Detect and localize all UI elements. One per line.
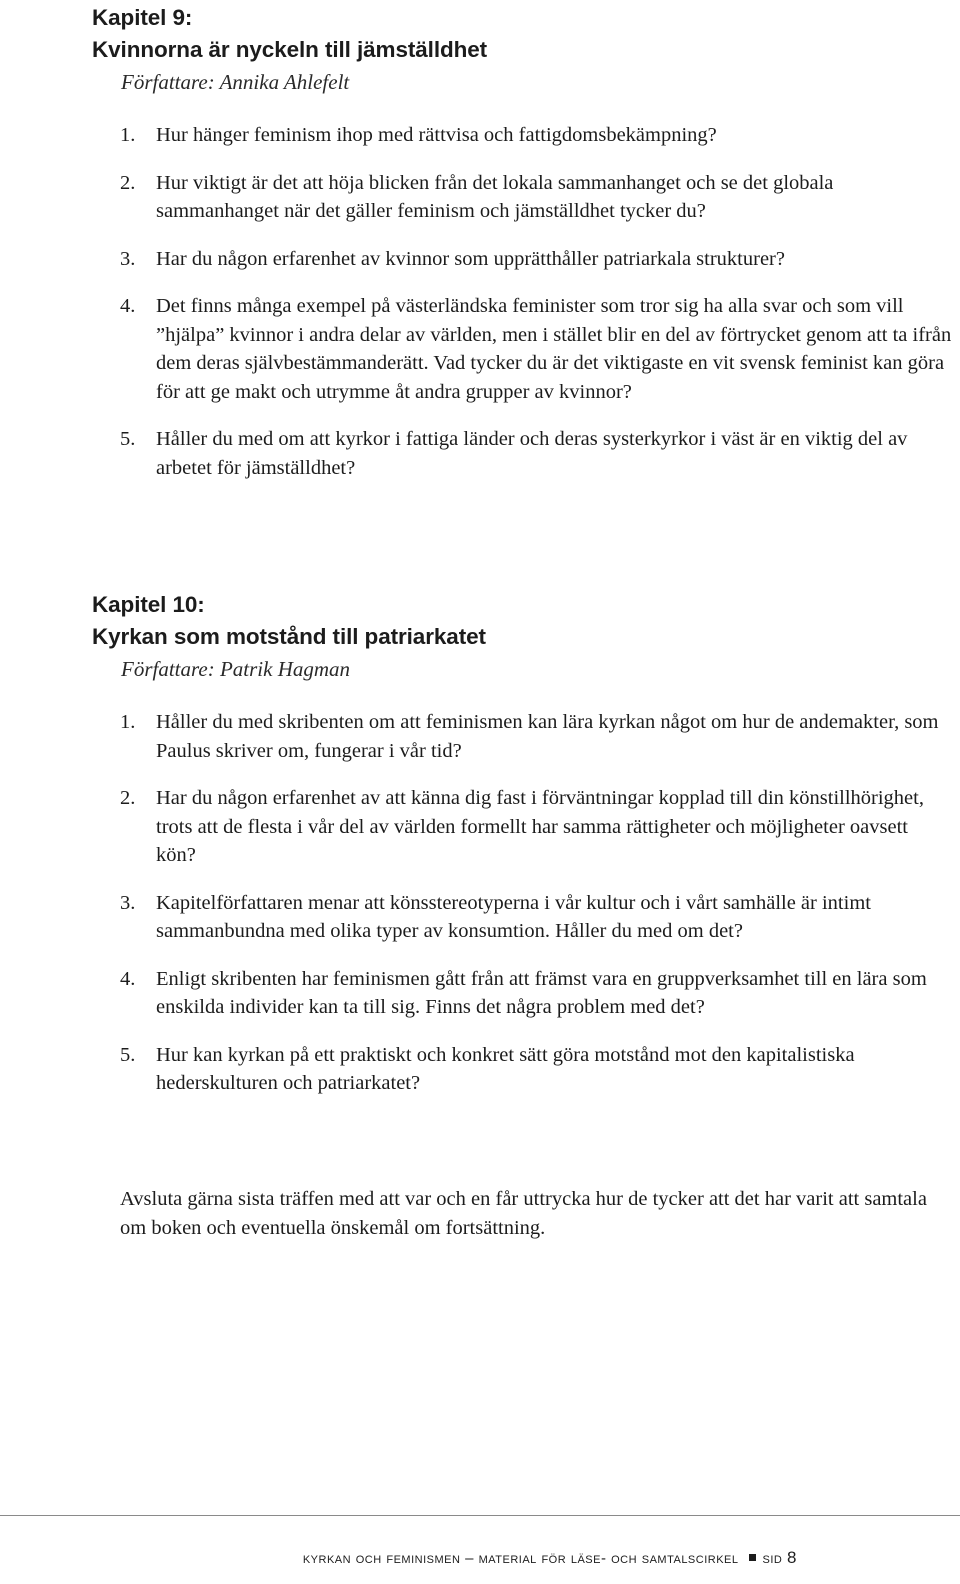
page-number: 8 [787,1548,797,1567]
question-text: Håller du med om att kyrkor i fattiga länder och deras systerkyrkor i väst är en viktig del av arbetet för jämställdhet? [156,428,908,479]
closing-paragraph: Avsluta gärna sista träffen med att var och en får uttrycka hur de tycker att det har varit att samtala om boken och eventuella önskemål om fortsättning. [120,1188,927,1239]
question-text: Enligt skribenten har feminismen gått från att främst vara en gruppverksamhet till en lära som enskilda individer kan ta till sig. Finns det några problem med det? [156,967,927,1018]
chapter-title: Kyrkan som motstånd till patriarkatet [92,624,486,649]
question-list [92,121,952,482]
question-text: Hur viktigt är det att höja blicken från det lokala sammanhanget och se det globala sammanhanget när det gäller feminism och jämställdhet tycker du? [156,171,834,222]
question-item [92,889,952,946]
question-item [92,425,952,482]
question-text: Håller du med skribenten om att feminismen kan lära kyrkan något om hur de andemakter, som Paulus skriver om, fungerar i vår tid? [156,711,939,762]
question-number: 2. [120,171,136,194]
question-number: 1. [120,124,136,146]
footer-divider [0,1515,960,1516]
question-text: Har du någon erfarenhet av kvinnor som upprätthåller patriarkala strukturer? [156,247,785,270]
question-number: 5. [120,1043,136,1066]
chapter-10-section [92,589,952,1098]
question-item [92,965,952,1022]
square-bullet-icon [749,1554,756,1561]
question-text: Kapitelförfattaren menar att könsstereotyperna i vår kultur och i vårt samhälle är intimt sammanbundna med olika typer av konsumtion. Håller du med om det? [156,891,871,942]
question-item [92,245,952,274]
footer-title: kyrkan och feminismen – material för läse- och samtalscirkel [302,1550,739,1567]
question-number: 1. [120,711,136,733]
page-footer [303,1547,797,1570]
question-number: 5. [120,428,136,450]
chapter-9-section [92,2,952,482]
question-number: 4. [120,295,136,317]
question-item [92,784,952,870]
chapter-heading: Kapitel 9: [92,5,193,30]
question-text: Det finns många exempel på västerländska feminister som tror sig ha alla svar och som vill ”hjälpa” kvinnor i andra delar av världen, men i stället blir en del av förtrycket genom att ta ifrån dem deras självbestämmanderätt. Vad tycker du är det viktigaste en vit svensk feminist kan göra för att ge makt och utrymme åt andra grupper av kvinnor? [156,295,952,403]
question-item [92,292,952,406]
chapter-title: Kvinnorna är nyckeln till jämställdhet [92,37,488,62]
chapter-author: Författare: Patrik Hagman [121,657,351,681]
question-text: Hur hänger feminism ihop med rättvisa och fattigdomsbekämpning? [156,124,717,146]
question-item [92,708,952,765]
question-text: Har du någon erfarenhet av att känna dig fast i förväntningar kopplad till din könstillhörighet, trots att de flesta i vår del av världen formellt har samma rättigheter och möjligheter oavsett kön? [156,787,924,866]
question-number: 3. [120,247,136,270]
chapter-author: Författare: Annika Ahlefelt [121,70,350,94]
question-text: Hur kan kyrkan på ett praktiskt och konkret sätt göra motstånd mot den kapitalistiska hederskulturen och patriarkatet? [156,1043,855,1094]
question-number: 2. [120,787,136,809]
question-item [92,1041,952,1098]
question-number: 3. [120,891,136,914]
question-item [92,169,952,226]
footer-page-label: sid [762,1550,783,1567]
question-number: 4. [120,967,136,990]
question-list [92,708,952,1098]
question-item [92,121,952,150]
chapter-heading: Kapitel 10: [92,592,205,617]
